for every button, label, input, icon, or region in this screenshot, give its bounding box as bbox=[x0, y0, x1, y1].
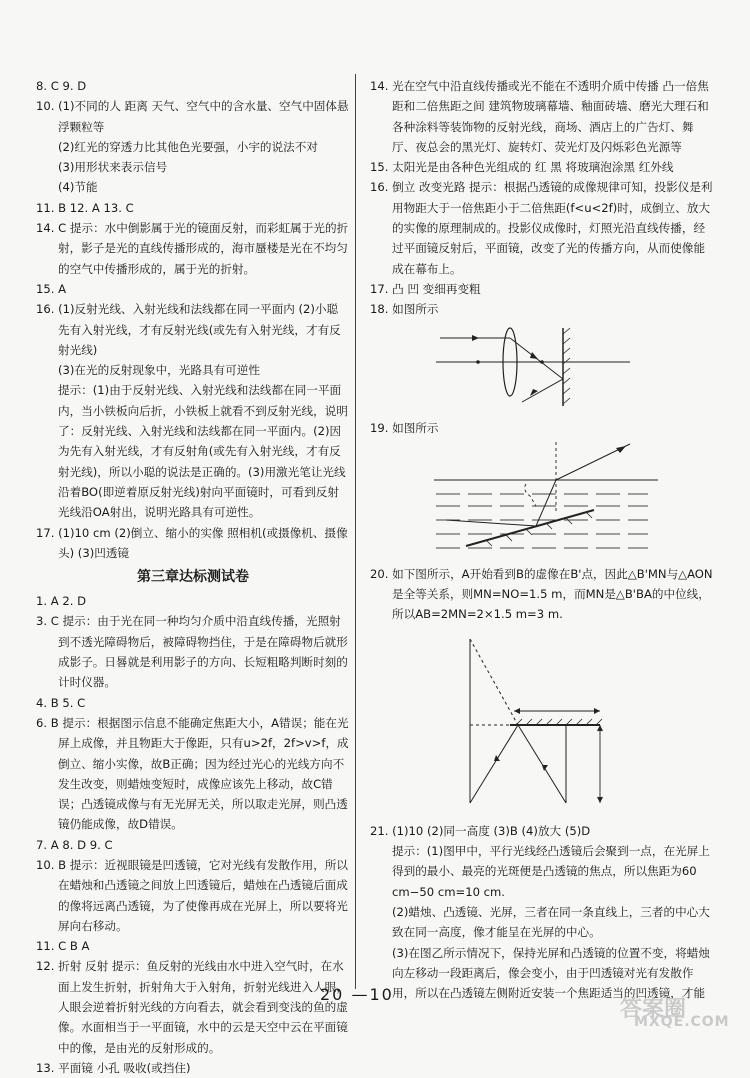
ch3-answer-21-hint-2: (2)蜡烛、凸透镜、光屏，三者在同一条直线上，三者的中心大致在同一高度，像才能呈在光屏的中心。 bbox=[392, 904, 710, 940]
ch3-answer-7-9: 7. A 8. D 9. C bbox=[36, 837, 113, 852]
dim-arrow bbox=[594, 708, 600, 714]
answer-14: 14. C 提示：水中倒影属于光的镜面反射，而彩虹属于光的折射，影子是光的直线传播形成的，海市蜃楼是光在不均匀的空气中传播形成的，属于光的折射。 bbox=[36, 221, 349, 276]
focus-point bbox=[476, 360, 480, 364]
ch3-answer-4-5: 4. B 5. C bbox=[36, 695, 86, 710]
figure-18-lens-mirror bbox=[432, 322, 662, 412]
answer-10-2: (2)红光的穿透力比其他色光要强，小宇的说法不对 bbox=[58, 139, 318, 154]
watermark-url: MXQE.COM bbox=[634, 1014, 730, 1030]
page-number: 20 —10 bbox=[320, 985, 394, 1004]
ch3-answer-6: 6. B 提示：根据图示信息不能确定焦距大小，A错误；能在光屏上成像，并且物距大于像距，只有u>2f，2f>v>f，成倒立、缩小实像，故B正确；因为经过光心的光线方向不发生改变，则蜡烛变短时，成像应该先上移动，故C错误；凸透镜成像与有无光屏无关，所以取走光屏，则凸透镜仍能成像，故D错误。 bbox=[36, 715, 349, 832]
ray-arrow bbox=[616, 446, 626, 453]
ray-arrow bbox=[472, 335, 479, 341]
answer-16: 16. (1)反射光线、入射光线和法线都在同一平面内 (2)小聪 先有入射光线，才有反射光线(或先有入射光线，才有反射光线) bbox=[36, 302, 341, 357]
mirror-hatching bbox=[486, 512, 592, 546]
ch3-answer-13: 13. 平面镜 小孔 吸收(或挡住) bbox=[36, 1060, 191, 1075]
reflected-ray bbox=[522, 379, 563, 402]
ch3-answer-14: 14. 光在空气中沿直线传播或光不能在不透明介质中传播 凸一倍焦距和二倍焦距之间 建筑物玻璃幕墙、釉面砖墙、磨光大理石和各种涂料等装饰物的反射光线，商场、酒店上的广告灯、舞厅、夜总会的黑光灯、旋转灯、荧光灯及闪烁彩色光源等 bbox=[370, 79, 709, 154]
answer-10-3: (3)用形状来表示信号 bbox=[58, 160, 168, 175]
reflected-ray-under-water bbox=[536, 480, 556, 526]
ch3-answer-16: 16. 倒立 改变光路 提示：根据凸透镜的成像规律可知，投影仪是利用物距大于一倍焦距小于二倍焦距(f<u<2f)时，成倒立、放大的实像的原理制成的。投影仪成像时，灯照光沿直线传播，经过平面镜反射后，平面镜，改变了光的传播方向，从而使像能成在幕布上。 bbox=[370, 180, 713, 276]
ch3-answer-10: 10. B 提示：近视眼镜是凹透镜，它对光线有发散作用，所以在蜡烛和凸透镜之间放上凹透镜后，蜡烛在凸透镜后面成的像将远离凸透镜，为了使像再成在光屏上，所以要将光屏向右移动。 bbox=[36, 857, 349, 933]
ch3-answer-21: 21. (1)10 (2)同一高度 (3)B (4)放大 (5)D bbox=[370, 823, 591, 838]
dim-arrow bbox=[597, 797, 603, 803]
virtual-ray bbox=[470, 639, 518, 725]
dim-arrow bbox=[514, 708, 520, 714]
column-divider bbox=[355, 74, 356, 989]
ray-arrow bbox=[530, 352, 538, 359]
answer-15: 15. A bbox=[36, 281, 67, 296]
ch3-answer-21-hint-1: 提示：(1)图甲中，平行光线经凸透镜后会聚到一点，在光屏上得到的最小、最亮的光斑便是凸透镜的焦点，所以焦距为60 cm−50 cm=10 cm. bbox=[392, 844, 710, 899]
watermark-logo: 答案圈 bbox=[620, 997, 687, 1022]
answer-16-3: (3)在光的反射现象中，光路具有可逆性 bbox=[58, 363, 260, 378]
mirror-hatching bbox=[563, 328, 570, 404]
answer-10: 10. (1)不同的人 距离 天气、空气中的含水量、空气中固体悬浮颗粒等 bbox=[36, 99, 349, 134]
ch3-answer-19: 19. 如图所示 bbox=[370, 420, 439, 435]
incident-ray bbox=[470, 725, 518, 803]
answer-17: 17. (1)10 cm (2)倒立、缩小的实像 照相机(或摄像机、摄像头) (3)凹透镜 bbox=[36, 525, 348, 560]
ch3-answer-17: 17. 凸 凹 变细再变粗 bbox=[370, 281, 481, 296]
plane-mirror-under-water bbox=[466, 510, 594, 546]
answer-8-9: 8. C 9. D bbox=[36, 79, 87, 93]
ch3-answer-20: 20. 如下图所示，A开始看到B的虚像在B'点，因此△B'MN与△AON是全等关系，则MN=NO=1.5 m，而MN是△B'BA的中位线，所以AB=2MN=2×1.5 m=3 m. bbox=[370, 566, 713, 622]
reflected-ray bbox=[518, 725, 566, 803]
figure-20-mirror-geometry bbox=[450, 627, 650, 815]
ch3-answer-11: 11. C B A bbox=[36, 939, 90, 954]
ch3-answer-21-hint-3: (3)在图乙所示情况下，保持光屏和凸透镜的位置不变，将蜡烛向左移动一段距离后，像会变小，由于凹透镜对光有发散作用，所以在凸透镜左侧附近安装一个焦距适当的凹透镜，才能 bbox=[392, 945, 710, 1001]
figure-19-water-refraction bbox=[426, 440, 666, 558]
ch3-answer-3: 3. C 提示：由于光在同一种均匀介质中沿直线传播，光照射到不透光障碍物后，被障碍物挡住，于是在障碍物后就形成影子。日晷就是利用影子的方向、长短粗略判断时刻的计时仪器。 bbox=[36, 614, 348, 690]
ch3-answer-18: 18. 如图所示 bbox=[370, 302, 439, 317]
virtual-ray bbox=[525, 484, 536, 506]
ch3-answer-1-2: 1. A 2. D bbox=[36, 594, 87, 609]
answer-10-4: (4)节能 bbox=[58, 180, 98, 195]
left-column bbox=[36, 76, 350, 1078]
incident-ray-under-water bbox=[446, 520, 536, 526]
right-column bbox=[370, 76, 714, 1003]
chapter-3-heading: 第三章达标测试卷 bbox=[137, 569, 249, 586]
focus-point bbox=[540, 360, 544, 364]
answer-16-hint: 提示：(1)由于反射光线、入射光线和法线都在同一平面内，当小铁板向后折，小铁板上就看不到反射光线，说明了：反射光线、入射光线和法线都在同一平面内。(2)因为先有入射光线，才有反射角(或先有入射光线，才有反射光线)，所以小聪的说法是正确的。(3)用激光笔让光线沿着BO(即逆着原反射光线)射向平面镜时，可看到反射光线沿OA射出，说明光路具有可逆性。 bbox=[58, 383, 348, 520]
ch3-answer-15: 15. 太阳光是由各种色光组成的 红 黑 将玻璃泡涂黑 红外线 bbox=[370, 160, 674, 175]
answer-11-13: 11. B 12. A 13. C bbox=[36, 200, 134, 215]
ray-arrow bbox=[542, 765, 548, 771]
ch3-answer-12: 12. 折射 反射 提示：鱼反射的光线由水中进入空气时，在水面上发生折射，折射角大于入射角，折射光线进入人眼，人眼会逆着折射光线的方向看去，就会看到变浅的鱼的虚像。水面相当于一平面镜，水中的云是天空中云在平面镜中的像，是由光的反射形成的。 bbox=[36, 959, 348, 1055]
